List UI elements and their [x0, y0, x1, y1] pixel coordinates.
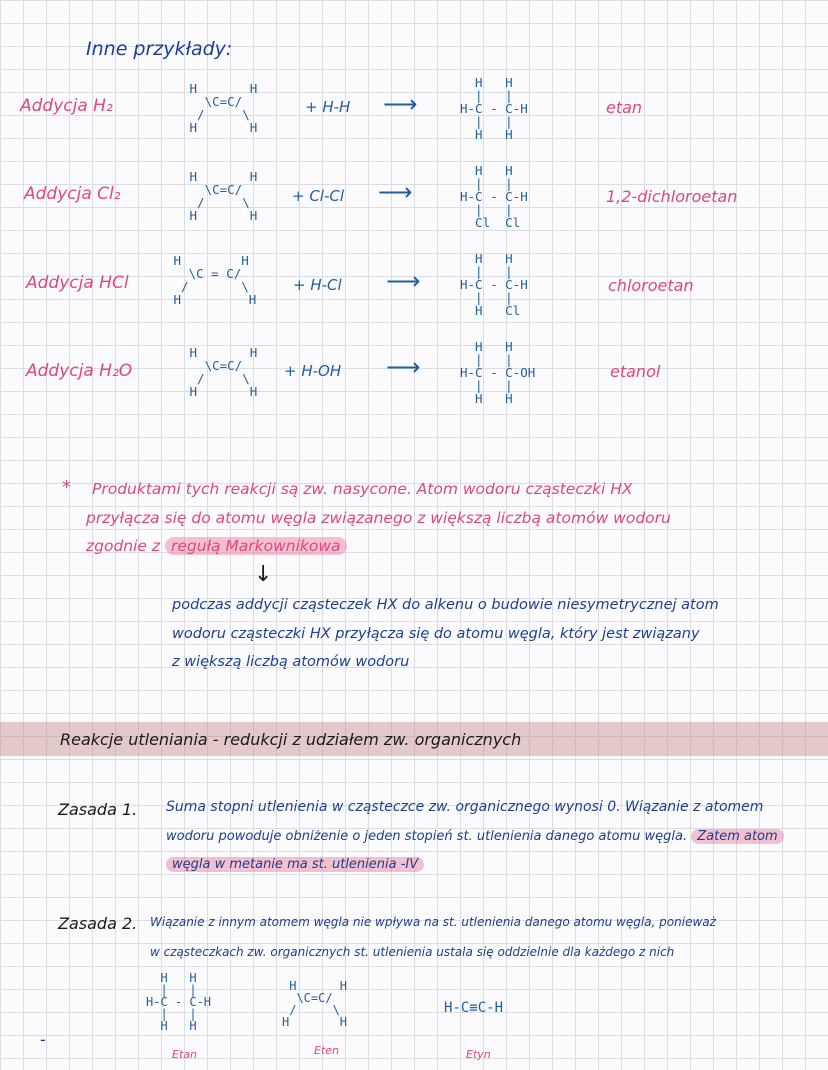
alkene-formula: H H \C=C/ / \ H H: [189, 169, 258, 223]
arrow-icon: ⟶: [386, 267, 421, 295]
alkene-formula: H H \C=C/ / \ H H: [189, 345, 258, 399]
down-arrow-icon: ↓: [254, 562, 273, 587]
product-name: etan: [606, 98, 643, 117]
arrow-icon: ⟶: [386, 353, 421, 381]
example-name-eten: Eten: [314, 1044, 340, 1057]
explain-line-1: podczas addycji cząsteczek HX do alkenu o budowie niesymetrycznej atom: [172, 597, 719, 613]
example-name-etyn: Etyn: [466, 1048, 491, 1061]
product-name: etanol: [610, 362, 661, 381]
alkene-formula: H H \C=C/ / \ H H: [189, 81, 258, 135]
product-formula: H H | | H-C - C-OH | | H H: [460, 339, 536, 406]
rule-2-label: Zasada 2.: [58, 914, 138, 933]
arrow-icon: ⟶: [383, 90, 418, 118]
example-name-etan: Etan: [172, 1048, 197, 1061]
asterisk-icon: *: [62, 477, 71, 498]
section-title: Reakcje utleniania - redukcji z udziałem zw. organicznych: [60, 730, 522, 749]
product-formula: H H | | H-C - C-H | | H H: [460, 75, 528, 142]
reaction-label: Addycja Cl₂: [24, 184, 121, 204]
note-line-3: [86, 535, 347, 558]
product-name: 1,2-dichloroetan: [606, 187, 738, 206]
rule-1-label: Zasada 1.: [58, 800, 138, 819]
rule-1-text-2: [166, 829, 784, 844]
page-heading: Inne przykłady:: [86, 38, 233, 60]
note-prefix: zgodnie z: [86, 537, 161, 555]
alkene-formula: H H \C = C/ / \ H H: [173, 253, 257, 307]
note-line-1: Produktami tych reakcji są zw. nasycone. Atom wodoru cząsteczki HX: [92, 480, 633, 498]
bullet: -: [40, 1030, 46, 1049]
reagent: + Cl-Cl: [292, 187, 345, 205]
reaction-label: Addycja H₂O: [26, 361, 133, 381]
rule-1-text-3: [166, 857, 424, 872]
product-name: chloroetan: [608, 276, 694, 295]
reaction-label: Addycja HCl: [26, 273, 129, 293]
rule-1-text-2-body: wodoru powoduje obniżenie o jeden stopień st. utlenienia danego atomu węgla.: [166, 829, 688, 844]
reagent: + H-OH: [284, 362, 342, 380]
explain-line-2: wodoru cząsteczki HX przyłącza się do atomu węgla, który jest związany: [172, 626, 700, 642]
reaction-label: Addycja H₂: [20, 96, 113, 116]
rule-2-text-1: Wiązanie z innym atomem węgla nie wpływa na st. utlenienia danego atomu węgla, ponieważ: [150, 915, 716, 929]
rule-1-highlight-b: węgla w metanie ma st. utlenienia -IV: [166, 857, 424, 872]
product-formula: H H | | H-C - C-H | | H Cl: [460, 251, 528, 318]
rule-1-highlight-a: Zatem atom: [691, 829, 783, 844]
markovnikov-rule-highlight: regułą Markownikowa: [165, 537, 347, 555]
rule-2-text-2: w cząsteczkach zw. organicznych st. utlenienia ustala się oddzielnie dla każdego z nich: [150, 945, 675, 959]
note-line-2: przyłącza się do atomu węgla związanego z większą liczbą atomów wodoru: [86, 509, 671, 527]
example-formula-eten: H H \C=C/ / \ H H: [282, 979, 348, 1029]
reagent: + H-H: [305, 98, 351, 116]
example-formula-etan: H H | | H-C - C-H | | H H: [146, 971, 212, 1033]
explain-line-3: z większą liczbą atomów wodoru: [172, 654, 410, 670]
arrow-icon: ⟶: [378, 178, 413, 206]
reagent: + H-Cl: [293, 276, 342, 294]
example-formula-etyn: H-C≡C-H: [444, 1000, 504, 1016]
rule-1-text-1: Suma stopni utlenienia w cząsteczce zw. organicznego wynosi 0. Wiązanie z atomem: [166, 799, 764, 815]
product-formula: H H | | H-C - C-H | | Cl Cl: [460, 163, 528, 230]
